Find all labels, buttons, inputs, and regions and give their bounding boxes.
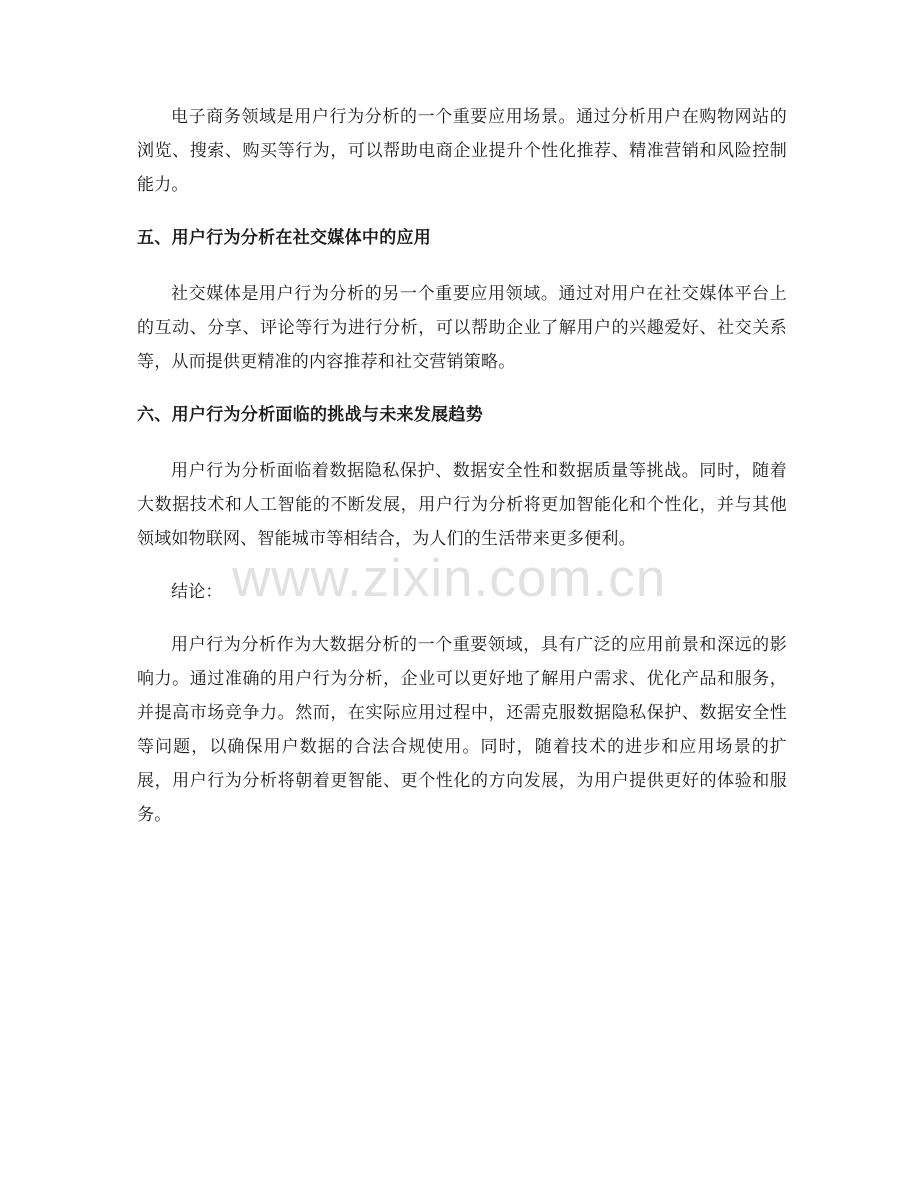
paragraph-ecommerce: 电子商务领域是用户行为分析的一个重要应用场景。通过分析用户在购物网站的浏览、搜索、购买等行为，可以帮助电商企业提升个性化推荐、精准营销和风险控制能力。: [137, 107, 787, 195]
document-body: [137, 100, 787, 851]
section-heading-challenges: 六、用户行为分析面临的挑战与未来发展趋势: [137, 405, 483, 425]
paragraph-social-media: 社交媒体是用户行为分析的另一个重要应用领域。通过对用户在社交媒体平台上的互动、分享、评论等行为进行分析，可以帮助企业了解用户的兴趣爱好、社交关系等，从而提供更精准的内容推荐和社交营销策略。: [137, 284, 787, 372]
paragraph-conclusion: 用户行为分析作为大数据分析的一个重要领域，具有广泛的应用前景和深远的影响力。通过准确的用户行为分析，企业可以更好地了解用户需求、优化产品和服务，并提高市场竞争力。然而，在实际应用过程中，还需克服数据隐私保护、数据安全性等问题，以确保用户数据的合法合规使用。同时，随着技术的进步和应用场景的扩展，用户行为分析将朝着更智能、更个性化的方向发展，为用户提供更好的体验和服务。: [137, 635, 787, 825]
watermark: www.zixin.com.cn: [232, 549, 667, 608]
section-heading-social-media: 五、用户行为分析在社交媒体中的应用: [137, 228, 432, 248]
paragraph-challenges: 用户行为分析面临着数据隐私保护、数据安全性和数据质量等挑战。同时，随着大数据技术和人工智能的不断发展，用户行为分析将更加智能化和个性化，并与其他领域如物联网、智能城市等相结合，为人们的生活带来更多便利。: [137, 461, 787, 549]
conclusion-label: 结论：: [171, 582, 223, 602]
